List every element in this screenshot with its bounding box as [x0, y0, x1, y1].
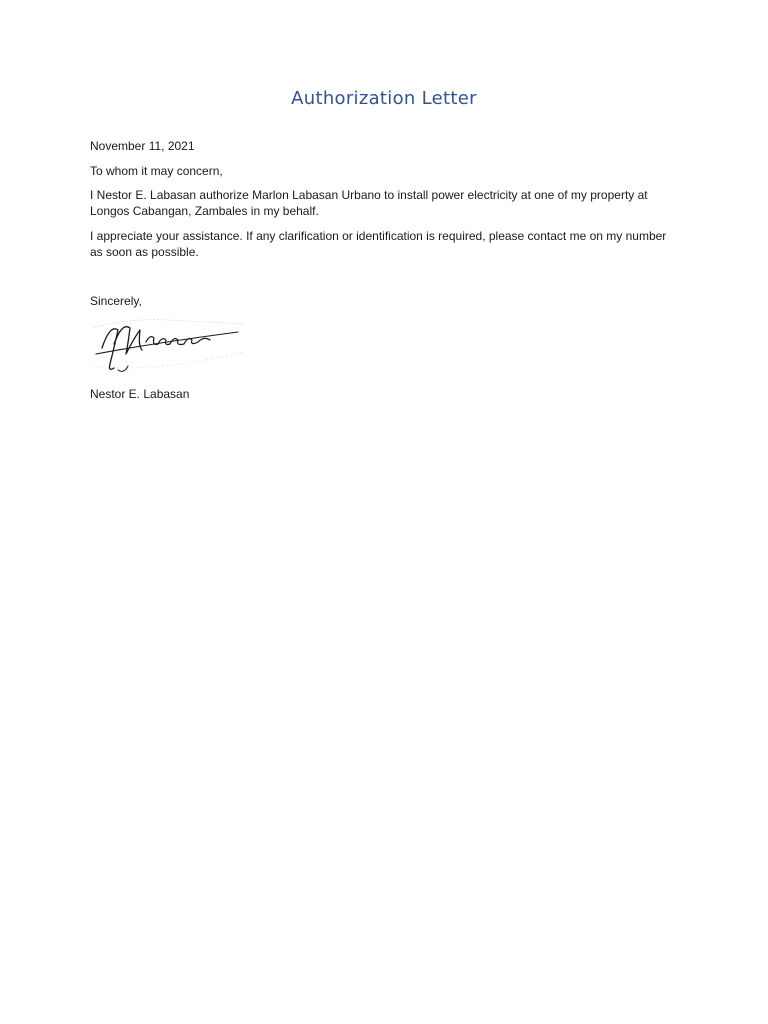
signer-name: Nestor E. Labasan — [90, 387, 190, 401]
letter-title: Authorization Letter — [291, 88, 477, 109]
letter-salutation: To whom it may concern, — [90, 164, 223, 178]
signature-icon — [88, 314, 248, 378]
letter-paragraph-contact: I appreciate your assistance. If any clarification or identification is required, please contact me on my number as soon as possible. — [90, 229, 667, 259]
letter-date: November 11, 2021 — [90, 139, 195, 153]
letter-paragraph-authorization: I Nestor E. Labasan authorize Marlon Labasan Urbano to install power electricity at one of my property at Longos Cabangan, Zambales in my behalf. — [90, 188, 648, 218]
letter-closing: Sincerely, — [90, 294, 142, 308]
